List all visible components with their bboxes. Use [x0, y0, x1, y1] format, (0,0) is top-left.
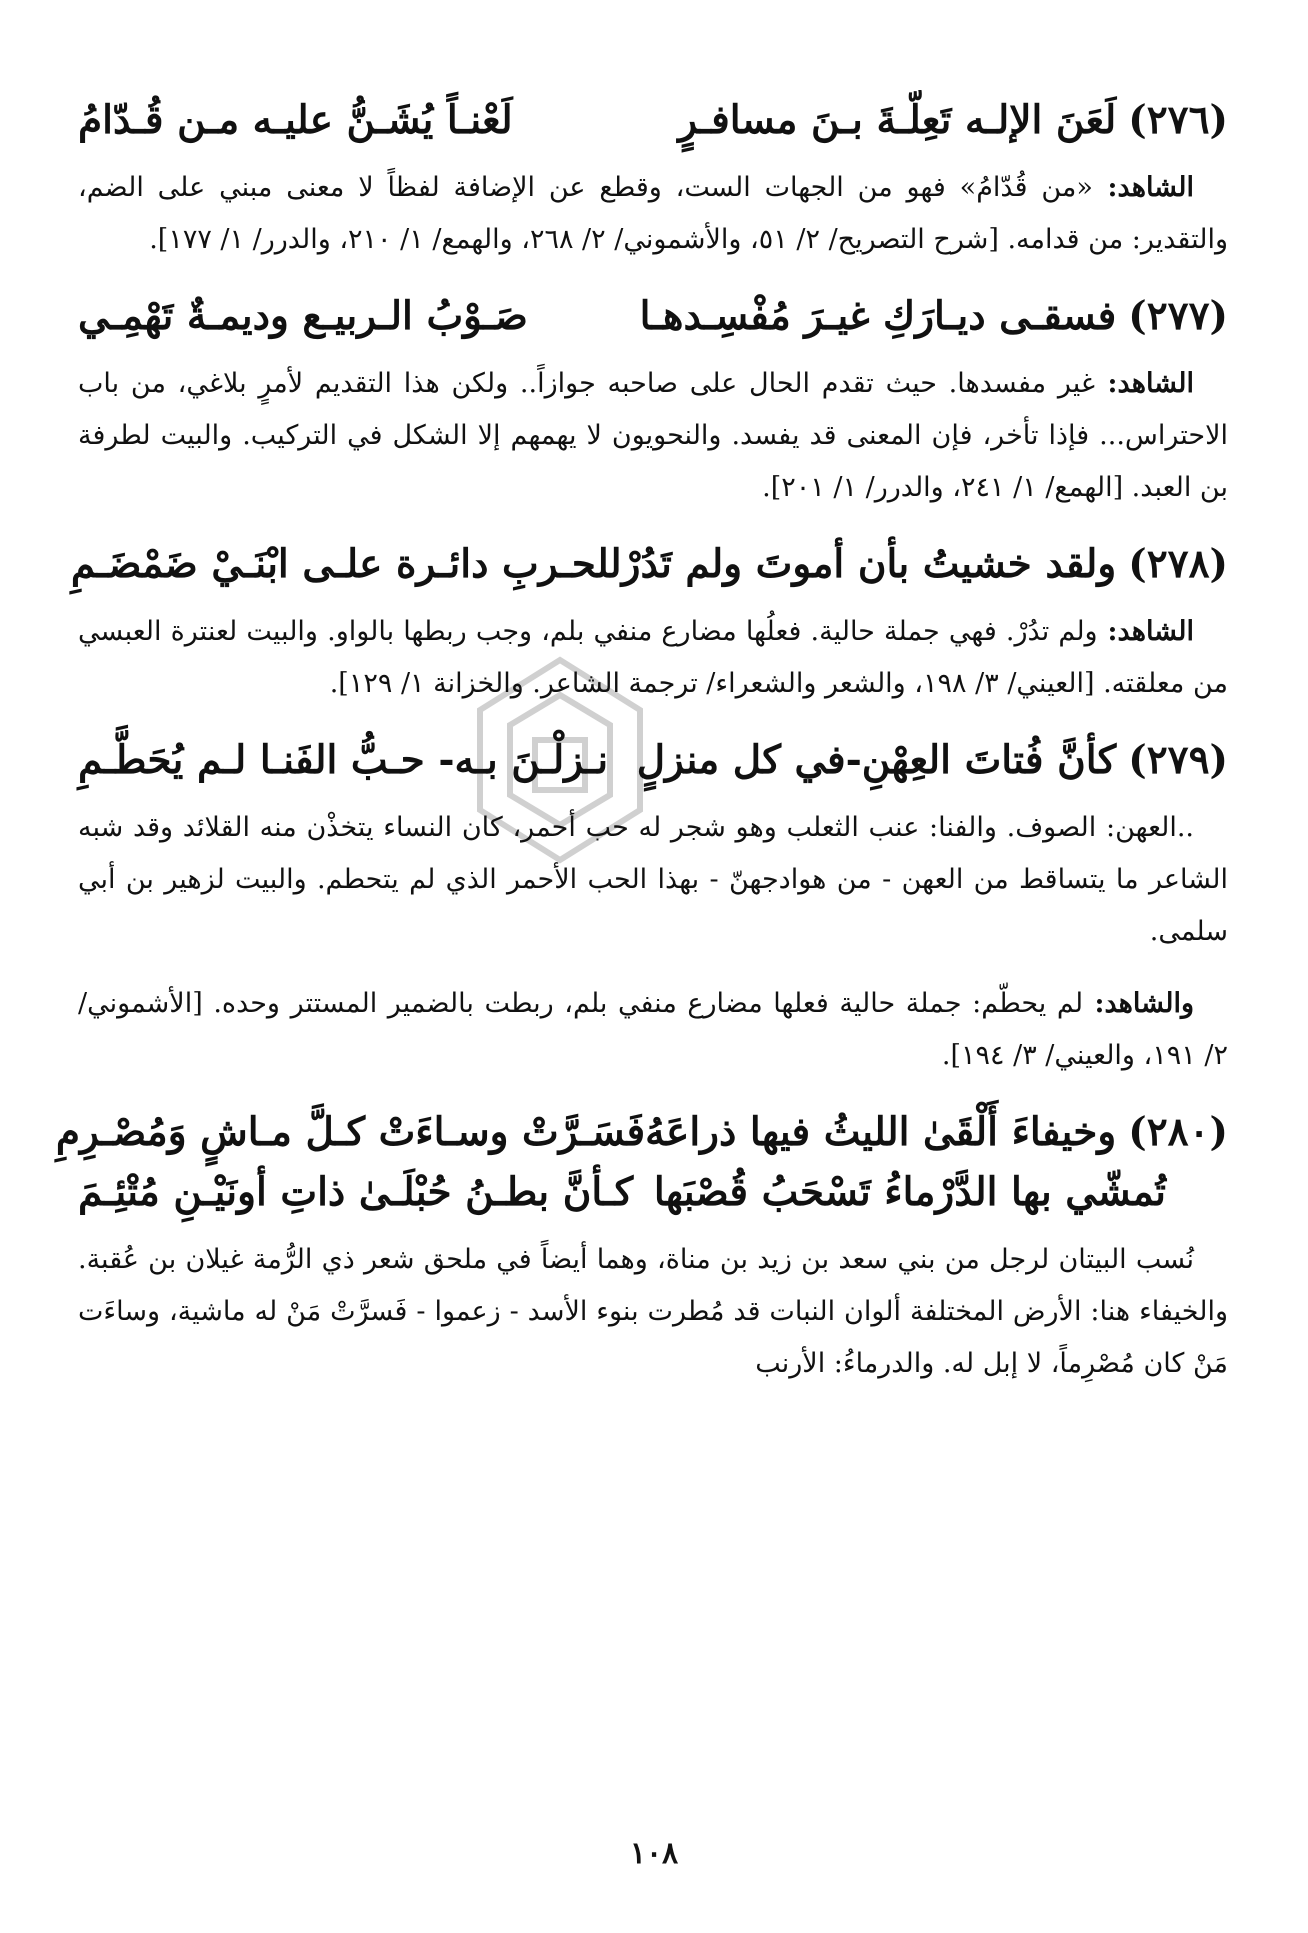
- verse-number: (٢٨٠): [1128, 1109, 1228, 1155]
- commentary-paragraph: الشاهد: ولم تدُرْ. فهي جملة حالية. فعلُها مضارع منفي بلم، وجب ربطها بالواو. والبيت لعنترة العبسي من معلقته. [العيني/ ٣/ ١٩٨، والشعر والشعراء/ ترجمة الشاعر. والخزانة ١/ ١٢٩].: [78, 616, 1228, 699]
- verse-right-part: [637, 730, 1228, 790]
- commentary-paragraph: الشاهد: «من قُدّامُ» فهو من الجهات الست، وقطع عن الإضافة لفظاً لا معنى مبني على الضم، والتقدير: من قدامه. [شرح التصريح/ ٢/ ٥١، والأشموني/ ٢/ ٢٦٨، والهمع/ ١/ ٢١٠، والدرر/ ١/ ١٧٧].: [78, 172, 1228, 255]
- commentary-text: لم يحطّم: جملة حالية فعلها مضارع منفي بلم، ربطت بالضمير المستتر وحده. [الأشموني/ ٢/ ١٩١، والعيني/ ٣/ ١٩٤].: [78, 988, 1228, 1071]
- second-hemistich: لَعْنـاً يُشَـنُّ عليـه مـن قُـدّامُ: [78, 97, 513, 143]
- commentary-label: الشاهد: [1117, 616, 1194, 647]
- poetry-entry: [78, 730, 1228, 1082]
- commentary-paragraph: [78, 1234, 1228, 1390]
- first-hemistich: لَعَنَ الإلـه تَعِلّـةَ بـنَ مسافـرٍ: [678, 97, 1117, 143]
- poetry-entry: [78, 90, 1228, 266]
- commentary-paragraph: الشاهد: غير مفسدها. حيث تقدم الحال على صاحبه جوازاً.. ولكن هذا التقديم لأمرٍ بلاغي، من باب الاحتراس... فإذا تأخر، فإن المعنى قد يفسد. والنحويون لا يهمهم إلا الشكل في التركيب. والبيت لطرفة بن العبد. [الهمع/ ١/ ٢٤١، والدرر/ ١/ ٢٠١].: [78, 368, 1228, 503]
- verse-right-part: [678, 90, 1228, 150]
- poetry-entry: [55, 1102, 1228, 1390]
- commentary-paragraph: [78, 802, 1228, 958]
- first-hemistich: ولقد خشيتُ بأن أموتَ ولم تَدُرْ: [621, 541, 1117, 587]
- document-page: [55, 90, 1228, 1410]
- verse-right-part: [645, 1102, 1228, 1162]
- verse-number: (٢٧٨): [1128, 541, 1228, 587]
- first-hemistich: فسقـى ديـارَكِ غيـرَ مُفْسِـدهـا: [639, 293, 1117, 339]
- verse-line: [55, 1102, 1228, 1162]
- verse-line: [78, 730, 1228, 790]
- commentary-label: والشاهد: [1104, 988, 1194, 1019]
- second-hemistich: فَسَـرَّتْ وسـاءَتْ كـلَّ مـاشٍ وَمُصْـرِمِ: [55, 1109, 646, 1155]
- commentary-label: الشاهد: [1117, 172, 1194, 203]
- verse-number: (٢٧٩): [1128, 737, 1228, 783]
- first-hemistich: وخيفاءَ أَلْقَىٰ الليثُ فيها ذراعَهُ: [645, 1109, 1117, 1155]
- second-hemistich: للحـربِ دائـرة علـى ابْنَـيْ ضَمْضَـمِ: [70, 541, 622, 587]
- commentary-paragraph: والشاهد: لم يحطّم: جملة حالية فعلها مضارع منفي بلم، ربطت بالضمير المستتر وحده. [الأشموني/ ٢/ ١٩١، والعيني/ ٣/ ١٩٤].: [78, 988, 1228, 1071]
- commentary-text: ..العهن: الصوف. والفنا: عنب الثعلب وهو شجر له حب أحمر، كان النساء يتخذْن منه القلائد وقد شبه الشاعر ما يتساقط من العهن - من هوادجهنّ - بهذا الحب الأحمر الذي لم يتحطم. والبيت لزهير بن أبي سلمى.: [78, 812, 1228, 947]
- commentary-text: «من قُدّامُ» فهو من الجهات الست، وقطع عن الإضافة لفظاً لا معنى مبني على الضم، والتقدير: من قدامه. [شرح التصريح/ ٢/ ٥١، والأشموني/ ٢/ ٢٦٨، والهمع/ ١/ ٢١٠، والدرر/ ١/ ١٧٧].: [78, 172, 1228, 255]
- commentary-text: ولم تدُرْ. فهي جملة حالية. فعلُها مضارع منفي بلم، وجب ربطها بالواو. والبيت لعنترة العبسي من معلقته. [العيني/ ٣/ ١٩٨، والشعر والشعراء/ ترجمة الشاعر. والخزانة ١/ ١٢٩].: [78, 616, 1228, 699]
- second-hemistich: نـزلْـنَ بـه- حـبُّ الفَنـا لـم يُحَطَّـمِ: [78, 737, 609, 783]
- first-hemistich: كأنَّ فُتاتَ العِهْنِ-في كل منزلٍ: [636, 737, 1117, 783]
- verse-line: [78, 90, 1228, 150]
- verse-right-part: [622, 534, 1228, 594]
- verse-right-part: [640, 286, 1228, 346]
- verse-number: (٢٧٦): [1128, 97, 1228, 143]
- commentary-text: نُسب البيتان لرجل من بني سعد بن زيد بن مناة، وهما أيضاً في ملحق شعر ذي الرُّمة غيلان بن عُقبة. والخيفاء هنا: الأرض المختلفة ألوان النبات قد مُطرت بنوء الأسد - زعموا - فَسرَّتْ مَنْ له ماشية، وساءَت مَنْ كان مُصْرِماً، لا إبل له. والدرماءُ: الأرنب: [78, 1244, 1228, 1379]
- verse-right-part: [654, 1162, 1166, 1222]
- first-hemistich: تُمشّي بها الدَّرْماءُ تَسْحَبُ قُصْبَها: [653, 1169, 1166, 1215]
- poetry-entry: [78, 286, 1228, 514]
- verse-line: [70, 534, 1228, 594]
- poetry-entry: [70, 534, 1228, 710]
- commentary-text: غير مفسدها. حيث تقدم الحال على صاحبه جوازاً.. ولكن هذا التقديم لأمرٍ بلاغي، من باب الاحتراس... فإذا تأخر، فإن المعنى قد يفسد. والنحويون لا يهمهم إلا الشكل في التركيب. والبيت لطرفة بن العبد. [الهمع/ ١/ ٢٤١، والدرر/ ١/ ٢٠١].: [78, 368, 1228, 503]
- page-number: ١٠٨: [629, 1836, 679, 1871]
- verse-number: (٢٧٧): [1128, 293, 1228, 339]
- second-hemistich: كـأنَّ بطـنُ حُبْلَـىٰ ذاتِ أونَيْـنِ مُتْئِـمَ: [78, 1169, 634, 1215]
- verse-line: [78, 286, 1228, 346]
- commentary-label: الشاهد: [1117, 368, 1194, 399]
- verse-line: [78, 1162, 1228, 1222]
- second-hemistich: صَـوْبُ الـربيـع وديمـةٌ تَهْمِـي: [78, 293, 528, 339]
